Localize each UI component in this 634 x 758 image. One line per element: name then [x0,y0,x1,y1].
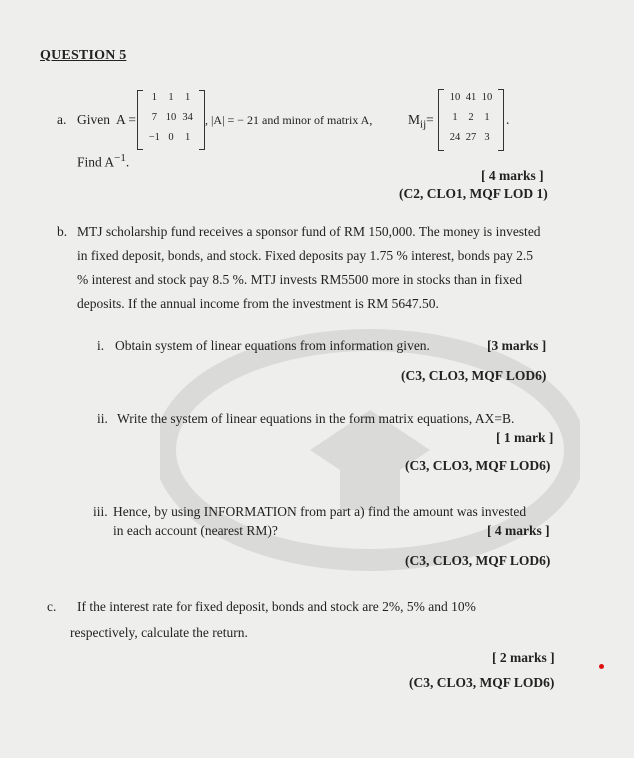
part-c-label: c. [47,599,57,614]
matrix-minor-cell: 27 [465,132,477,143]
question-title: QUESTION 5 [40,48,127,63]
sub-i-marks: [3 marks ] [487,338,547,353]
find-text: Find A [77,154,115,170]
part-b-line: % interest and stock pay 8.5 %. MTJ invests RM5500 more in stocks than in fixed [77,272,523,287]
part-a-label: a. [57,112,67,127]
part-b-line: MTJ scholarship fund receives a sponsor fund of RM 150,000. The money is invested [77,224,541,239]
matrix-a-label: A = [116,112,136,127]
minor-subscript: ij [420,118,427,131]
sub-i-reference: (C3, CLO3, MQF LOD6) [401,368,547,383]
part-a-reference: (C2, CLO1, MQF LOD 1) [399,186,548,201]
part-b-label: b. [57,224,68,239]
matrix-a-cell: −1 [148,132,160,143]
part-c-reference: (C3, CLO3, MQF LOD6) [409,675,555,690]
find-inverse-text [77,152,129,171]
matrix-a-cell: 0 [168,132,174,143]
matrix-minor-cell: 41 [465,92,477,103]
part-c-line: respectively, calculate the return. [70,625,248,640]
matrix-a-cell: 7 [151,112,157,123]
minor-m: M [408,112,421,127]
matrix-minor-cell: 10 [481,92,493,103]
part-a-marks: [ 4 marks ] [481,168,544,183]
matrix-a-row [137,132,205,143]
matrix-a-row [137,92,205,103]
minor-equals: = [426,112,434,127]
sub-i-label: i. [97,338,105,353]
matrix-a-cell: 34 [182,112,193,123]
red-dot-mark [599,664,604,669]
matrix-minor-row [438,132,504,143]
sub-i-text: Obtain system of linear equations from information given. [115,338,430,353]
matrix-a-cell: 1 [151,92,157,103]
sub-iii-marks: [ 4 marks ] [487,523,550,538]
matrix-minor-cell: 2 [468,112,474,123]
part-c-marks: [ 2 marks ] [492,650,555,665]
inverse-superscript: −1 [114,152,126,164]
matrix-a-cell: 1 [185,132,191,143]
sub-ii-label: ii. [97,411,108,426]
find-end: . [125,154,130,170]
matrix-minor-cell: 1 [452,112,458,123]
minor-label [408,112,434,131]
part-b-line: deposits. If the annual income from the investment is RM 5647.50. [77,296,439,311]
sub-iii-line: in each account (nearest RM)? [113,523,278,538]
matrix-a-cell: 1 [168,92,174,103]
sub-ii-reference: (C3, CLO3, MQF LOD6) [405,458,551,473]
matrix-minor [438,89,504,151]
matrix-period: . [506,112,510,127]
matrix-minor-cell: 3 [484,132,490,143]
matrix-minor-cell: 10 [449,92,461,103]
matrix-minor-cell: 1 [484,112,490,123]
part-c-line: If the interest rate for fixed deposit, bonds and stock are 2%, 5% and 10% [77,599,476,614]
sub-iii-reference: (C3, CLO3, MQF LOD6) [405,553,551,568]
matrix-a-cell: 1 [185,92,191,103]
matrix-minor-row [438,112,504,123]
sub-ii-marks: [ 1 mark ] [496,430,554,445]
sub-ii-text: Write the system of linear equations in the form matrix equations, AX=B. [117,411,515,426]
matrix-a [137,90,205,150]
matrix-minor-cell: 24 [449,132,461,143]
given-text: Given [77,112,110,127]
sub-iii-line: Hence, by using INFORMATION from part a) find the amount was invested [113,504,527,519]
matrix-a-row [137,112,205,123]
determinant-text: , |A| = − 21 and minor of matrix A, [205,113,373,127]
matrix-a-cell: 10 [165,112,177,123]
matrix-minor-row [438,92,504,103]
sub-iii-label: iii. [93,504,108,519]
part-b-line: in fixed deposit, bonds, and stock. Fixed deposits pay 1.75 % interest, bonds pay 2.5 [77,248,533,263]
